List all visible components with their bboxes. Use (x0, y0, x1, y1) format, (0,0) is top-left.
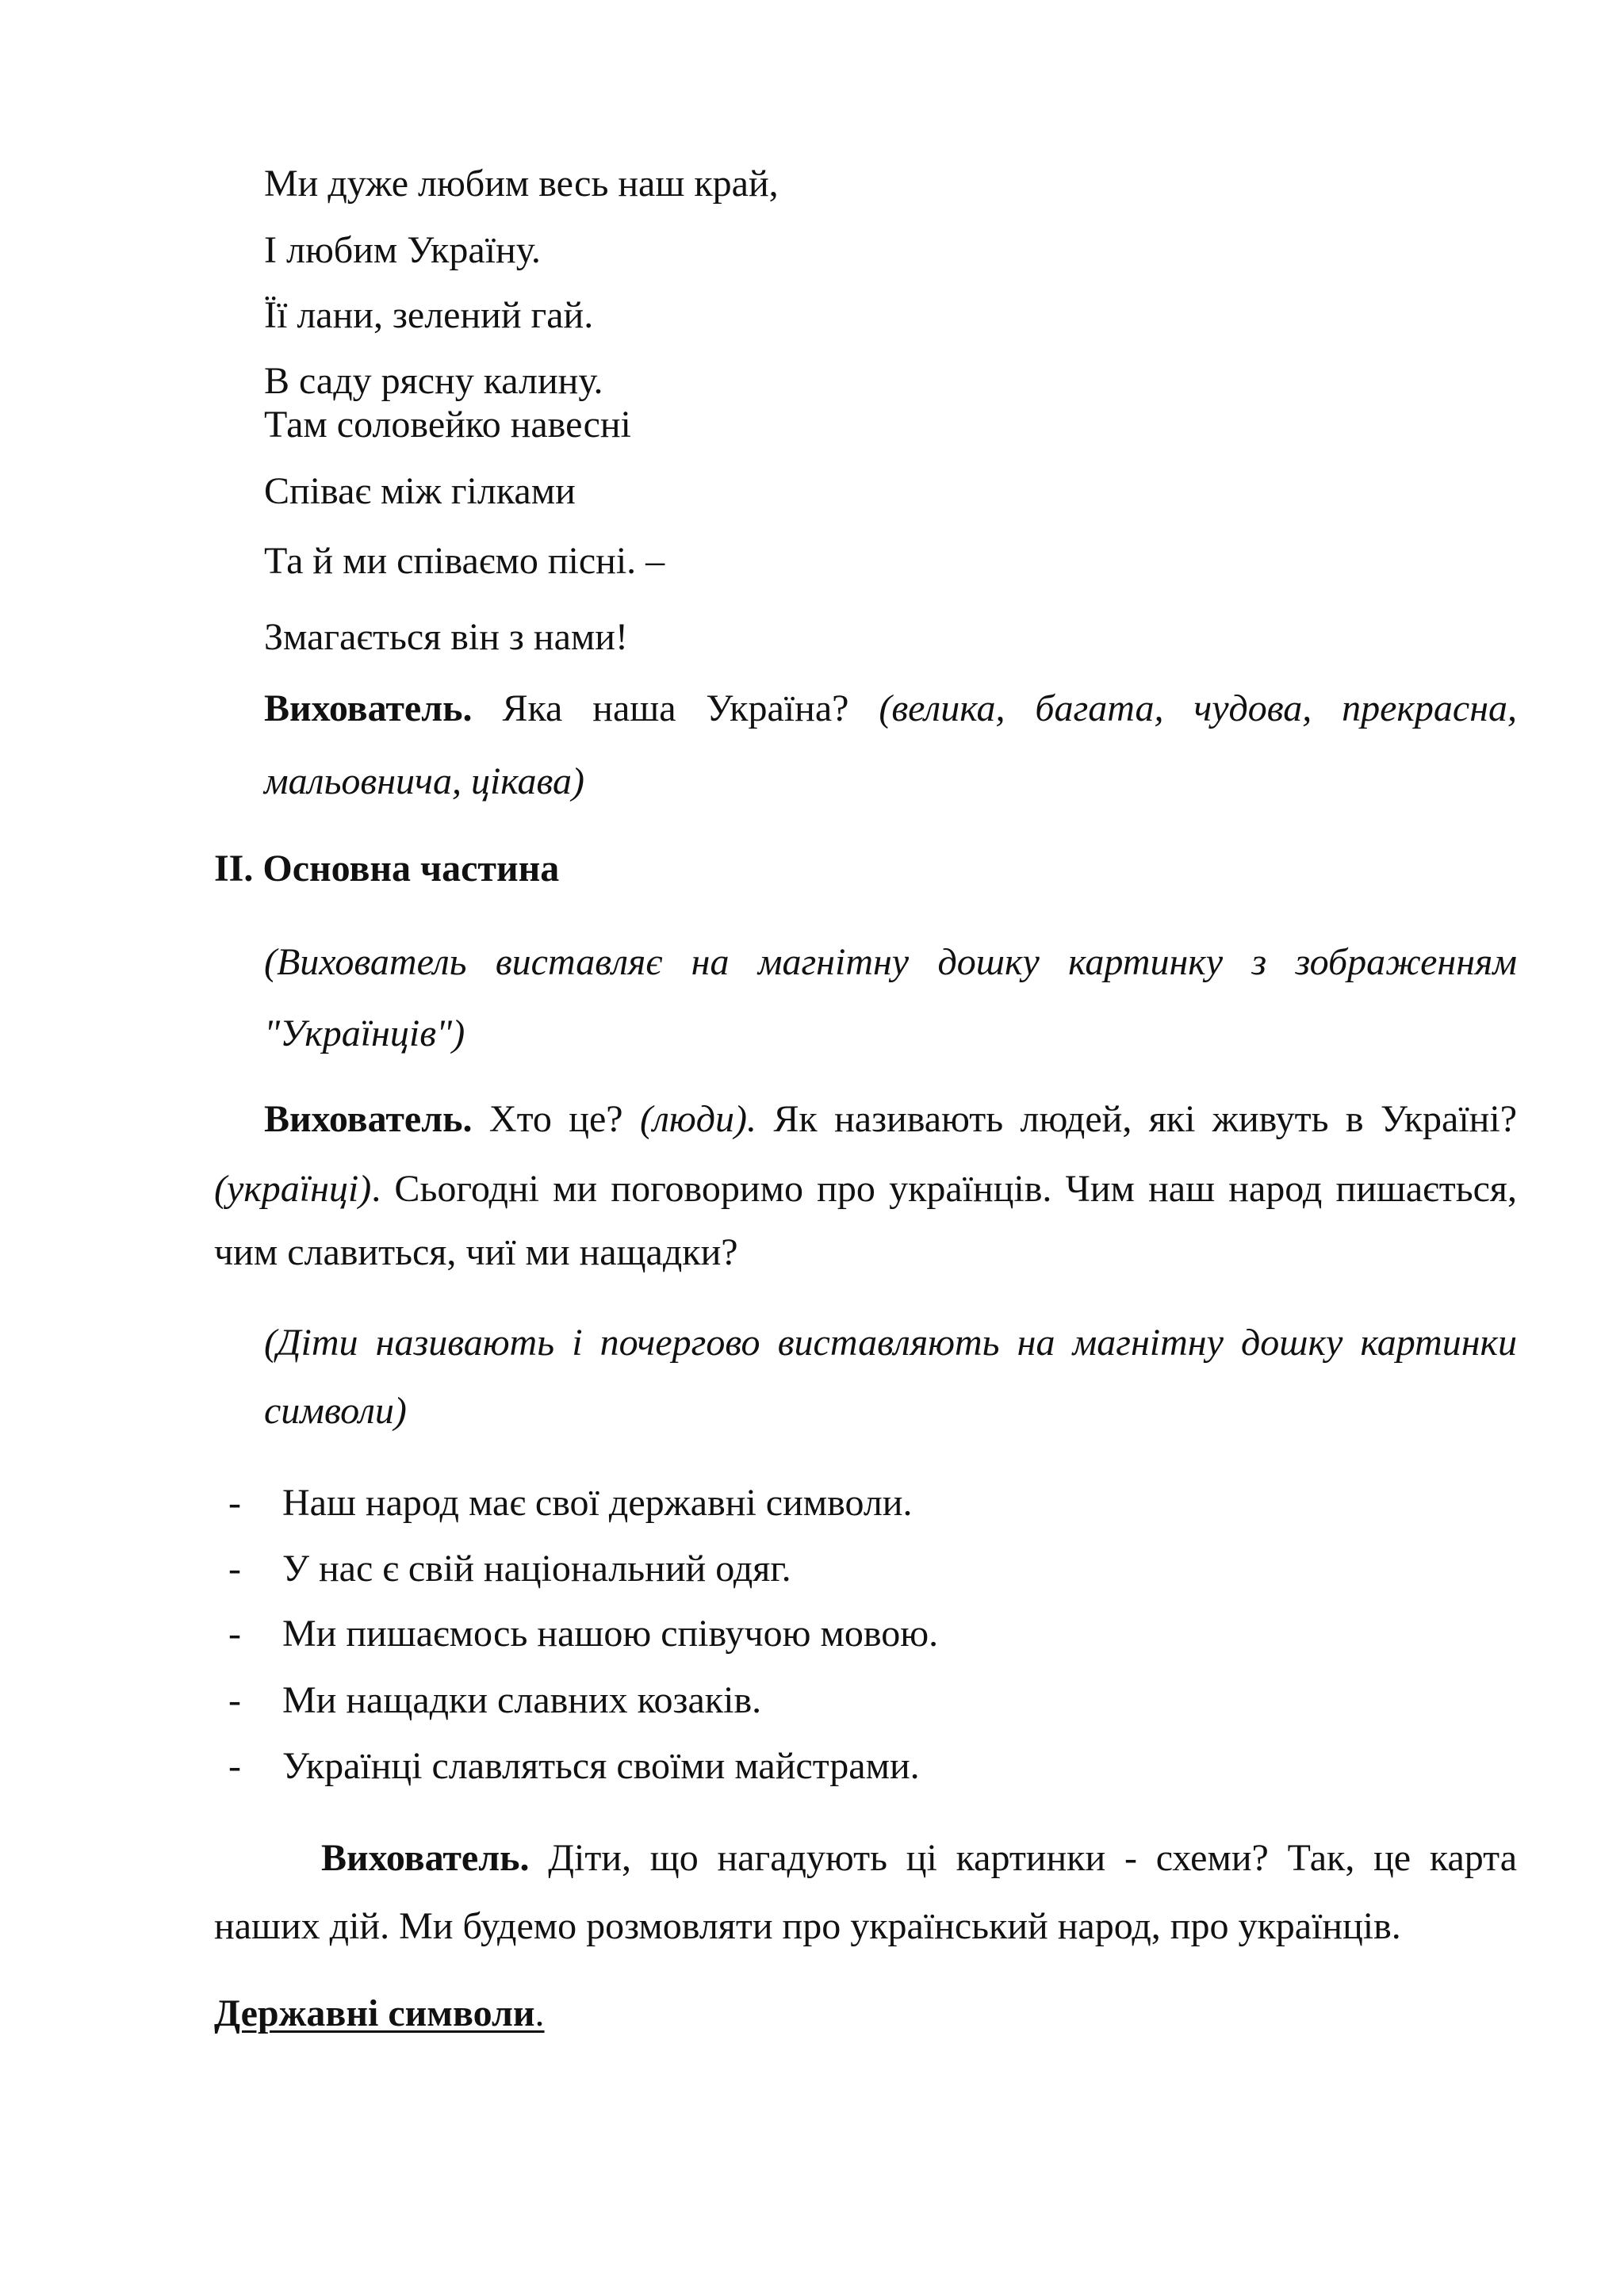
stage-direction-text: (Вихователь виставляє на магнітну дошку картинку з зображенням (264, 941, 1517, 983)
stage-direction (264, 1324, 1517, 1362)
stage-direction-text: символи) (264, 1390, 407, 1432)
list-item: Українці славляться своїми майстрами. (282, 1745, 920, 1787)
paragraph-text: Діти, що нагадують ці картинки - схеми? Так, це карта (548, 1837, 1518, 1879)
list-bullet: - (228, 1745, 241, 1787)
paragraph-text: . Сьогодні ми поговоримо про українців. Чим наш народ пишається, (371, 1168, 1517, 1210)
paragraph-text: Хто це? (488, 1098, 623, 1140)
stage-direction-text: (Діти називають і почергово виставляють на магнітну дошку картинки (264, 1322, 1517, 1364)
list-item: Наш народ має свої державні символи. (282, 1482, 913, 1524)
paragraph-teacher-cont (214, 1170, 1517, 1208)
italic-answer: (велика, багата, чудова, прекрасна, (879, 687, 1518, 729)
subheading-text: Державні символи (214, 1992, 535, 2034)
poem-line: Змагається він з нами! (264, 616, 628, 658)
poem-line: І любим Україну. (264, 229, 541, 271)
list-bullet: - (228, 1548, 241, 1590)
paragraph-teacher (264, 1100, 1517, 1138)
subheading (214, 1992, 545, 2034)
paragraph-teacher-question (264, 687, 1518, 729)
list-item: У нас є свій національний одяг. (282, 1548, 791, 1590)
speaker-label: Вихователь. (321, 1837, 530, 1879)
stage-direction (264, 943, 1517, 982)
poem-line: В саду рясну калину. (264, 360, 603, 402)
poem-line: Її лани, зелений гай. (264, 294, 594, 336)
list-item: Ми нащадки славних козаків. (282, 1679, 762, 1721)
list-bullet: - (228, 1613, 241, 1655)
paragraph-teacher-maps (321, 1839, 1517, 1877)
paragraph-text-line: наших дій. Ми будемо розмовляти про український народ, про українців. (214, 1905, 1401, 1947)
subheading-tail: . (534, 1992, 545, 2034)
stage-direction-cont (264, 1012, 465, 1054)
poem-line: Ми дуже любим весь наш край, (264, 163, 779, 205)
stage-direction-cont (264, 1392, 407, 1430)
paragraph-text-line: чим славиться, чиї ми нащадки? (214, 1231, 738, 1273)
italic-answer-cont (264, 760, 585, 802)
section-heading-text: ІІ. Основна частина (214, 848, 560, 890)
paragraph-text: Яка наша Україна? (502, 687, 849, 729)
list-item: Ми пишаємось нашою співучою мовою. (282, 1613, 939, 1655)
stage-direction-text: "Українців") (264, 1012, 465, 1054)
speaker-label: Вихователь. (264, 687, 473, 729)
poem-line: Та й ми співаємо пісні. – (264, 540, 665, 582)
paragraph-text: Як називають людей, які живуть в Україні? (773, 1098, 1518, 1140)
poem-line: Співає між гілками (264, 470, 576, 512)
italic-text: мальовнича, цікава) (264, 760, 585, 802)
speaker-label: Вихователь. (264, 1098, 473, 1140)
section-heading (214, 850, 559, 888)
italic-answer: (українці) (214, 1168, 372, 1210)
list-bullet: - (228, 1679, 241, 1721)
list-bullet: - (228, 1482, 241, 1524)
italic-answer: (люди). (639, 1098, 756, 1140)
poem-line: Там соловейко навесні (264, 404, 631, 446)
